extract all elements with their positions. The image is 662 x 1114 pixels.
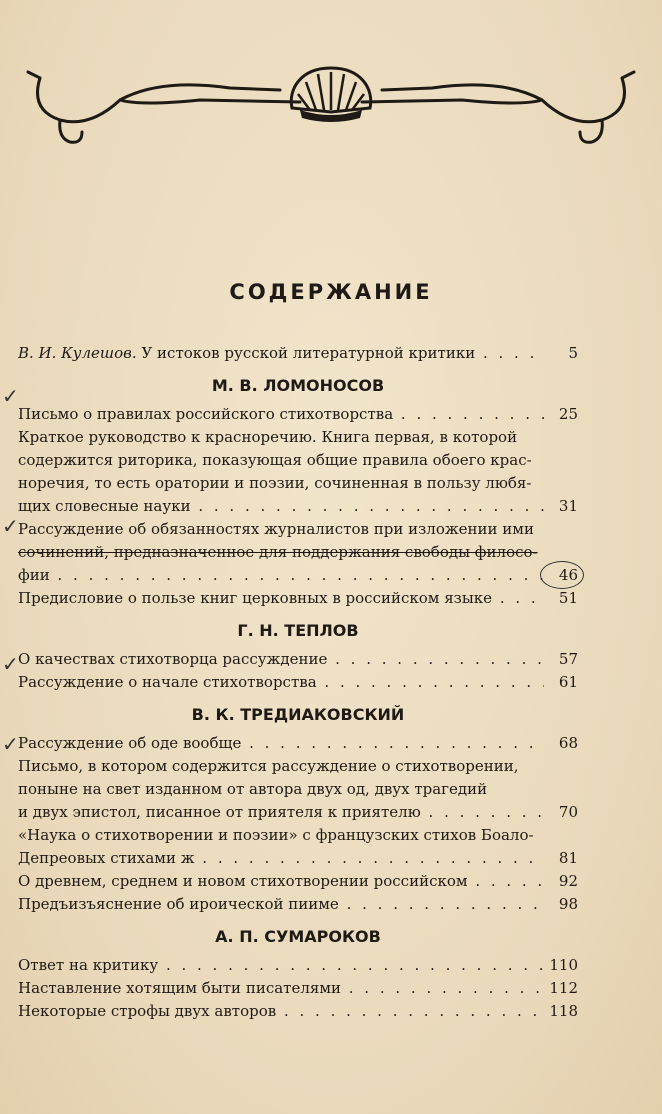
- page-number: 68: [558, 734, 578, 752]
- page-number: 92: [558, 872, 578, 890]
- page-number: 118: [549, 1002, 578, 1020]
- page-number: 51: [558, 589, 578, 607]
- toc-entry: [18, 671, 578, 694]
- toc-entry: [18, 518, 578, 587]
- handwritten-circle-icon: [540, 561, 584, 589]
- entry-title: Предисловие о пользе книг церковных в российском языке . . .: [18, 587, 544, 610]
- entry-title: Письмо о правилах российского стихотворства . . .: [18, 403, 544, 426]
- toc-entry: [18, 426, 578, 518]
- page-number: 31: [558, 497, 578, 515]
- toc-entry: [18, 732, 578, 755]
- page-number: 81: [558, 849, 578, 867]
- page-number: 46: [544, 564, 578, 587]
- page-number: 5: [568, 344, 578, 362]
- entry-line: норечия, то есть оратории и поэзии, сочиненная в пользу любя-: [18, 474, 532, 492]
- entry-title: О качествах стихотворца рассуждение . . .: [18, 648, 544, 671]
- entry-title: Некоторые строфы двух авторов . . .: [18, 1000, 544, 1023]
- entry-line: Рассуждение об обязанностях журналистов при изложении ими: [18, 520, 534, 538]
- page-number: 112: [549, 979, 578, 997]
- section-heading: Г. Н. ТЕПЛОВ: [237, 621, 359, 640]
- toc-entry: [18, 893, 578, 916]
- entry-line: Депреовых стихами ж . . .: [18, 847, 544, 870]
- section-heading: М. В. ЛОМОНОСОВ: [211, 376, 385, 395]
- toc-entry: [18, 1000, 578, 1023]
- page-number: 110: [549, 956, 578, 974]
- entry-title: Ответ на критику . . .: [18, 954, 544, 977]
- entry-line: содержится риторика, показующая общие правила обоего крас-: [18, 451, 532, 469]
- entry-title: Предъизъяснение об ироической пииме . . .: [18, 893, 544, 916]
- entry-line: Краткое руководство к красноречию. Книга первая, в которой: [18, 428, 518, 446]
- entry-line: «Наука о стихотворении и поэзии» с французских стихов Боало-: [18, 826, 534, 844]
- toc-entry: [18, 587, 578, 610]
- section-heading: В. К. ТРЕДИАКОВСКИЙ: [191, 705, 405, 724]
- page-number: 61: [558, 673, 578, 691]
- toc-entry: [18, 824, 578, 870]
- toc-entry: [18, 755, 578, 824]
- page-title: СОДЕРЖАНИЕ: [229, 280, 433, 304]
- entry-line: и двух эпистол, писанное от приятеля к приятелю . . .: [18, 801, 544, 824]
- table-of-contents: [18, 342, 578, 1023]
- entry-title: Рассуждение о начале стихотворства . . .: [18, 671, 544, 694]
- handwritten-check-icon: ✓: [2, 514, 19, 538]
- entry-title: Рассуждение об оде вообще . . .: [18, 732, 544, 755]
- intro-title: У истоков русской литературной критики: [141, 344, 476, 362]
- entry-title: Наставление хотящим быти писателями . . .: [18, 977, 544, 1000]
- toc-entry: [18, 977, 578, 1000]
- toc-entry: [18, 403, 578, 426]
- entry-line: щих словесные науки . . .: [18, 495, 544, 518]
- page-number: 57: [558, 650, 578, 668]
- entry-line: Письмо, в котором содержится рассуждение о стихотворении,: [18, 757, 519, 775]
- toc-entry: [18, 870, 578, 893]
- toc-entry: [18, 954, 578, 977]
- intro-author: В. И. Кулешов.: [18, 344, 137, 362]
- entry-line: сочинений, предназначенное для поддержания свободы филосо-: [18, 543, 538, 561]
- intro-entry: [18, 342, 578, 365]
- entry-line: фии . . .: [18, 564, 544, 587]
- page-number: 98: [558, 895, 578, 913]
- entry-title: О древнем, среднем и новом стихотворении российском . . .: [18, 870, 544, 893]
- handwritten-check-icon: ✓: [2, 652, 19, 676]
- page-number: 25: [558, 405, 578, 423]
- entry-line: поныне на свет изданном от автора двух од, двух трагедий: [18, 780, 488, 798]
- page-number: 70: [558, 803, 578, 821]
- handwritten-check-icon: ✓: [2, 732, 19, 756]
- ornament-flourish-icon: [0, 60, 662, 150]
- section-heading: А. П. СУМАРОКОВ: [215, 927, 381, 946]
- handwritten-check-icon: ✓: [2, 384, 19, 408]
- toc-entry: [18, 648, 578, 671]
